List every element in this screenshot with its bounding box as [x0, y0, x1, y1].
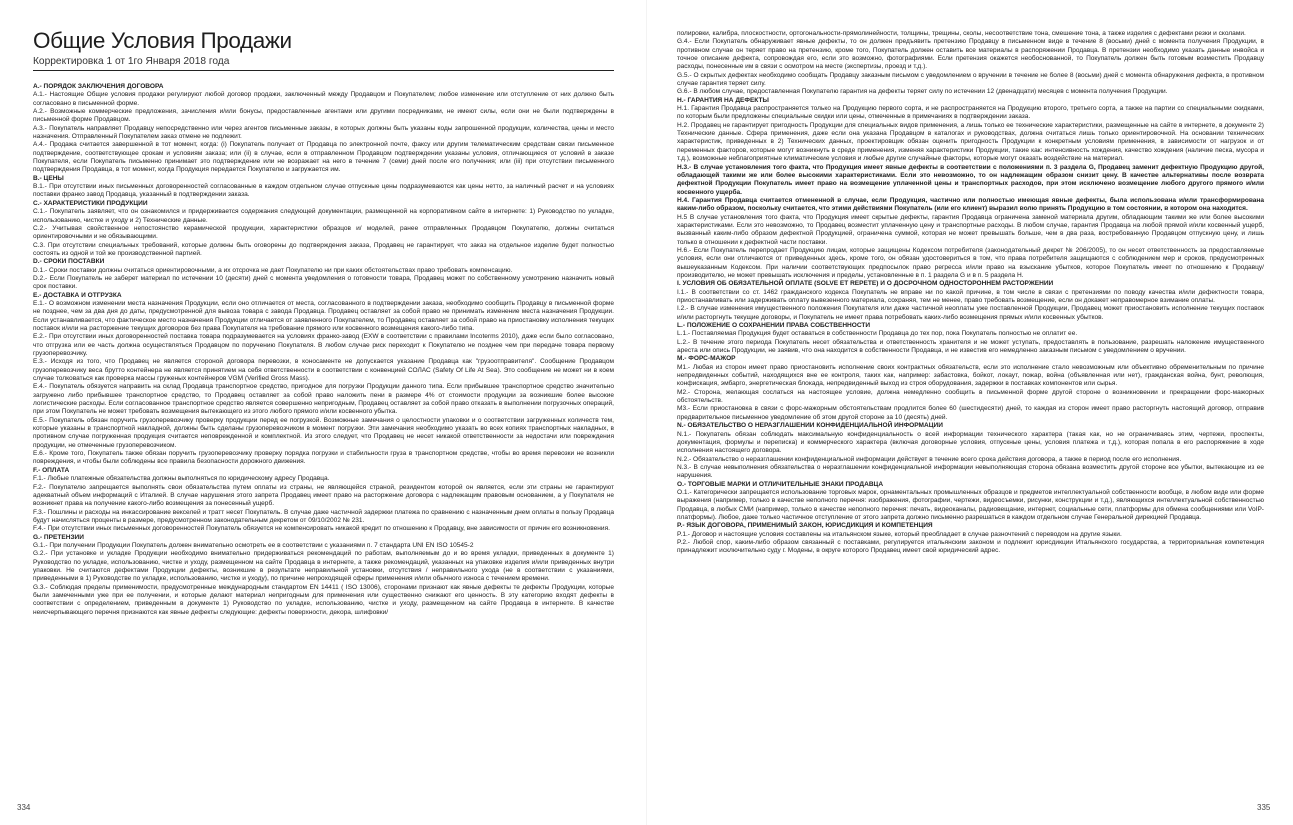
section-heading: A.- ПОРЯДОК ЗАКЛЮЧЕНИЯ ДОГОВОРА [33, 83, 164, 90]
section-heading: H.- ГАРАНТИЯ НА ДЕФЕКТЫ [677, 96, 769, 104]
clause-paragraph: F.4.- При отсутствии иных письменных договоренностей Покупатель обязуется не компенсировать никакой кредит по отношению к Продавцу, вне зависимости от причин его возникновения. [33, 525, 610, 533]
section-heading: F.- ОПЛАТА [33, 466, 70, 474]
clause-paragraph: I.1.- В соответствии со ст. 1462 гражданского кодекса Покупатель не вправе ни по какой причине, в том числе в связи с претензиями по поводу качества и/или дефектности товара, приостанавливать или задерживать оплату вывезенного материала, сохраняя, тем не менее, право требовать возмещение, если он докажет неправомерное взимание оплаты. [677, 288, 1264, 304]
clause-paragraph: E.3.- Исходя из того, что Продавец не является стороной договора перевозки, в коносаменте не допускается указание Продавца как "грузоотправителя". Сообщение Продавцом грузоперевозчику веса брутто контейнера не является принятием на себя ответственности в соответствии с конвенцией СОЛАС (Safety Of Life At Sea). Это сообщение не может ни в коем случае толковаться как проверка массы груженых контейнеров VGM (Verified Gross Mass). [33, 358, 614, 383]
clause-paragraph: B.1.- При отсутствии иных письменных договоренностей согласованные в каждом отдельном случае отпускные цены подразумеваются как цены нетто, за наличный расчет и на условиях поставки франко завод Продавца, указанный в подтверждении заказа. [33, 183, 614, 199]
clause-paragraph: G.6.- В любом случае, предоставленная Покупателю гарантия на дефекты теряет силу по истечении 12 (двенадцати) месяцев с момента получения Продукции. [677, 88, 1168, 96]
section-heading: P.- ЯЗЫК ДОГОВОРА, ПРИМЕНИМЫЙ ЗАКОН, ЮРИСДИКЦИЯ И КОМПЕТЕНЦИЯ [677, 522, 933, 530]
right-page [647, 0, 1293, 825]
clause-paragraph: G.1.- При получении Продукции Покупатель должен внимательно осмотреть ее в соответствии с указаниями п. 7 стандарта UNI EN ISO 10545-2 [33, 541, 474, 549]
clause-paragraph: I.2.- В случае изменения имущественного положения Покупателя или даже частичной неоплаты уже поставленной Продукции, Продавец может приостановить исполнение текущих поставок и/или расторгнуть текущие договоры, и Покупатель не имеет права потребовать каких-либо возмещения прямых и/или косвенных убытков. [677, 305, 1264, 321]
clause-paragraph: E.6.- Кроме того, Покупатель также обязан поручить грузоперевозчику проверку порядка погрузки и стабильности груза в транспортном средстве, чтобы во время перевозки не возникли повреждения, и чтобы были соблюдены все правила безопасности дорожного движения. [33, 450, 614, 466]
section-heading: G.- ПРЕТЕНЗИИ [33, 533, 84, 541]
clause-paragraph: H.1. Гарантия Продавца распространяется только на Продукцию первого сорта, и не распространяется на Продукцию второго, третьего сорта, а также на партии со специальными скидками, по которым были предложены специальные скидки или цены, отмеченные в примечаниях в подтверждении заказа. [677, 105, 1264, 121]
clause-paragraph: E.2.- При отсутствии иных договоренностей поставка товара подразумевается на условиях франко-завод (EXW в соответствии с правилами Incoterms 2010), даже если было согласовано, что отгрузка или ее часть должна осуществляться Продавцом по поручению Покупателя. В любом случае риск переходит к Покупателю не позднее чем при передаче товара первому грузоперевозчику. [33, 333, 614, 357]
clause-paragraph: E.1.- О возможном изменении места назначения Продукции, если оно отличается от места, согласованного в подтверждении заказа, необходимо сообщить Продавцу в письменной форме не позднее, чем за два дня до даты, предусмотренной для вывоза товара с завода Продавца. Продавец оставляет за собой право не принимать изменение места назначения Продукции. Если устанавливается, что фактическое место назначения Продукции отличается от заявленного Покупателем, то Продавец оставляет за собой право на приостановку исполнения текущих поставок и/или на расторжение текущих договоров без права Покупателя на требование прямого или косвенного возмещения какого-либо типа. [33, 299, 614, 332]
section-heading: I. УСЛОВИЯ ОБ ОБЯЗАТЕЛЬНОЙ ОПЛАТЕ (SOLVE ET REPETE) И О ДОСРОЧНОМ ОДНОСТОРОННЕМ РАСТОРЖЕНИИ [677, 280, 1054, 288]
clause-paragraph: F.2.- Покупателю запрещается выполнять свои обязательства путем оплаты из страны, не являющейся страной, резидентом которой он является, если эти страны не гарантируют адекватный объем информаций с Италией. В случае нарушения этого запрета Продавец имеет право на расторжение договора с надлежащим правовым основанием, а у Покупателя не возникнет права на получение какого-либо возмещения за понесенный ущерб. [33, 483, 614, 508]
clause-paragraph: A.3.- Покупатель направляет Продавцу непосредственно или через агентов письменные заказы, в которых должны быть указаны коды запрошенной продукции, количества, цены и место назначения. Отправленный Покупателем заказ отмене не подлежит. [33, 124, 614, 141]
clause-paragraph: C.3. При отсутствии специальных требований, которые должны быть оговорены до подтверждения заказа, Продавец не гарантирует, что заказ на отдельное изделие будет полностью состоять из одной и той же производственной партией. [33, 241, 614, 257]
left-page [0, 0, 646, 825]
clause-paragraph: H.5 В случае установления того факта, что Продукция имеет скрытые дефекты, гарантия Продавца ограничена заменой материала другим, обладающим такими же или более высокими характеристиками. Если это невозможно, то Продавец возместит уплаченную цену и транспортные расходы. В любом случае, гарантия Продавца на любой прямой и/или косвенный ущерб, вызванный каким-либо образом дефектной Продукцией, ограничена суммой, которая не может превышать больше, чем в два раза, востребованную Продавцом отпускную цену, и лишь только в отношении к дефектной части поставки. [677, 213, 1264, 246]
clause-paragraph: O.1.- Категорически запрещается использование торговых марок, орнаментальных промышленных образцов и предметов интеллектуальной собственности вообще, в любом виде или форме выражения (например, только в качестве неполного перечня: изображения, фотографии, чертежи, видеосъемки, рисунки, конструкции и т.д.), являющихся интеллектуальной собственностью Продавца, в любых СМИ (например, только в качестве неполного перечня: печать, видеоканалы, радиовещание, интернет, социальные сети, платформы для обмена сообщениями или VoIP-платформы). Любое, даже только частичное отступление от этого запрета должно письменно разрешаться в каждом отдельном случае Генеральной дирекцией Продавца. [677, 488, 1264, 521]
section-heading: C.- ХАРАКТЕРИСТИКИ ПРОДУКЦИИ [33, 199, 148, 207]
clause-paragraph: полировки, калибра, плоскостности, ортогональности-прямолинейности, толщины, трещины, сколы, несоответствие тона, смешение тона, а также изделия с дефектами резки и сколами. [677, 30, 1246, 37]
clause-paragraph: M3.- Если приостановка в связи с форс-мажорным обстоятельствам продлится более 60 (шестидесяти) дней, то каждая из сторон имеет право расторгнуть настоящий договор, отправив предварительное письменное уведомление об этом другой стороне за 10 (десять) дней. [677, 405, 1264, 421]
section-heading: E.- ДОСТАВКА И ОТГРУЗКА [33, 291, 122, 299]
clause-paragraph: C.2.- Учитывая свойственное непостоянство керамической продукции, характеристики образцов и/ моделей, ранее отправленных Продавцом Покупателю, должны считаться ориентировочными и не обязывающими. [33, 224, 614, 241]
clause-paragraph: G.3.- Соблюдая пределы применимости, предусмотренные международным стандартом EN 14411 ( ISO 13006), сторонами признают как явные дефекты те дефекты Продукции, которые были замеченными уже при ее получении, и которые делают материал непригодным для применения или существенно снижают его ценность. В эту категорию входят дефекты в соответствии с определением, приведенным в документе 1) Руководство по укладке, использованию, чистке и уходу, размещенном на сайте Продавца в интернете. В качестве неисчерпывающего перечня признаются как явные дефекты следующие: дефекты поверхности, декора, шлифовки/ [33, 583, 614, 616]
section-heading: H.3.- В случае установления того факта, что Продукция имеет явные дефекты в соответствии с положениями п. 3 раздела G, Продавец заменит дефектную Продукцию другой, обладающей такими же или более высокими характеристиками. Если это невозможно, то он надлежащим образом снизит цену. В качестве альтернативы после возврата дефектной Продукции Покупатель имеет право на возмещение уплаченной цены и транспортных расходов, при этом исключено возмещение любого другого прямого и/или косвенного ущерба. [677, 163, 1264, 196]
section-heading: D.- СРОКИ ПОСТАВКИ [33, 258, 105, 266]
clause-paragraph: F.3.- Пошлины и расходы на инкассирование векселей и тратт несет Покупатель. В случае даже частичной задержки платежа по сравнению с назначенным днем оплаты в пользу Продавца будут начисляться проценты в размере, предусмотренном законодательным декретом от 09/10/2002 № 231. [33, 508, 614, 524]
clause-paragraph: L.2.- В течение этого периода Покупатель несет обязательства и ответственность хранителя и не может уступать, предоставлять в пользование, разрешать наложение имущественного ареста или опись Продукции, не заявив, что она находится в собственности Продавца, и не известив его немедленно заказным письмом с уведомлением о вручении. [677, 338, 1264, 355]
clause-paragraph: M1.- Любая из сторон имеет право приостановить исполнение своих контрактных обязательств, если это исполнение стало невозможным или объективно обременительным по причине непредвиденных событий, находящихся вне ее контроля, таких как, например: забастовка, бойкот, локаут, пожар, война (объявленная или нет), гражданская война, бунт, революция, конфискация, эмбарго, энергетическая блокада, непредвиденный выход из строя оборудования, задержки в поставках компонентов или сырья. [677, 363, 1264, 388]
page-number-right: 335 [1257, 803, 1271, 812]
clause-paragraph: H.2. Продавец не гарантирует пригодность Продукции для специальных видов применения, а лишь только ее технические характеристики, размещенные на сайте в интернете, в документе 2) Технические данные. Сфера применения, даже если она указана Продавцом в каталогах и руководствах, должна считаться лишь только ориентировочной. На основании технических характеристик, приведенных в 2) Технических данных, проектировщик обязан оценить пригодность Продукции к конкретным условиям применения, в зависимости от нагрузок и от переменных факторов, которые могут возникнуть в среде применения, изменяя характеристики Продукции, такие как: интенсивность хождения, качество хождения (наличие песка, мусора и т.д.), возможные неблагоприятные климатические условия и любые другие случайные факторы, которые могут оказать воздействие на материал. [677, 121, 1264, 163]
right-text-column [677, 30, 1264, 556]
clause-paragraph: P.1.- Договор и настоящие условия составлены на итальянском языке, который преобладает в случае разночтений с переводом на другие языки. [677, 530, 1122, 538]
clause-paragraph: C.1.- Покупатель заявляет, что он ознакомился и придерживается содержания следующей документации, размещенной на корпоративном сайте в интернете: 1) Руководство по укладке, использованию, чистке и уходу и 2) Технические данные. [33, 208, 614, 224]
clause-paragraph: H.6.- Если Покупатель перепродает Продукцию лицам, которые защищены Кодексом потребителя (законодательный декрет № 206/2005), то он несет ответственность за предоставляемые условия, если они отличаются от приведенных здесь, кроме того, он обязан удостовериться в том, что права потребителя защищаются с соблюдением мер и сроков, предусмотренных вышеуказанным Кодексом. При наличии соответствующих предпосылок право регресса и/или право на взыскание убытков, которое Покупатель имеет по отношению к Продавцу/производителю, не может превышать исключения и пределы, установленные в п. 1 раздела G и в п. 5 раздела H. [677, 246, 1264, 279]
clause-paragraph: M2.- Сторона, желающая сослаться на настоящее условие, должна немедленно сообщить в письменной форме другой стороне о возникновении и прекращении форс-мажорных обстоятельств. [677, 388, 1264, 405]
clause-paragraph: E.4.- Покупатель обязуется направить на склад Продавца транспортное средство, пригодное для погрузки Продукции данного типа. Если прибывшее транспортное средство значительно загружено либо прибывшее транспортное средство, то Продавец оставляет за собой право наложить пени в размере 4% от стоимости продукции за возникшие более высокие логистические расходы. Если согласованное транспортное средство является совершенно непригодным, Продавец оставляет за собой право отказать в выполнении погрузочных операций, при этом Покупатель не может требовать возмещения вытекающего из этого любого прямого и/или косвенного убытка. [33, 383, 614, 416]
section-heading: M.- ФОРС-МАЖОР [677, 355, 736, 363]
clause-paragraph: D.1.- Сроки поставки должны считаться ориентировочными, а их отсрочка не дает Покупателю ни при каких обстоятельствах право требовать компенсацию. [33, 266, 513, 274]
page-number-left: 334 [17, 803, 31, 812]
section-heading: O.- ТОРГОВЫЕ МАРКИ И ОТЛИЧИТЕЛЬНЫЕ ЗНАКИ ПРОДАВЦА [677, 480, 884, 488]
title-rule [33, 70, 614, 71]
clause-paragraph: N.2.- Обязательство о неразглашении конфиденциальной информации действует в течение всего срока действия договора, а также в период после его исполнения. [677, 455, 1182, 463]
clause-paragraph: D.2.- Если Покупатель не заберет материал по истечении 10 (десяти) дней с момента уведомления о готовности товара, Продавец может по собственному усмотрению назначить новый срок поставки. [33, 274, 614, 291]
clause-paragraph: A.4.- Продажа считается завершенной в тот момент, когда: (i) Покупатель получает от Продавца по электронной почте, факсу или другим телематическим средствам связи письменное подтверждение, соответствующее срокам и условиям заказа; или (ii) в случае, если в отправленном Продавцом подтверждении указаны условия, отличающиеся от условий в заказе Покупателя, если Покупатель письменно принимает это подтверждение или не возражает на него в течение 7 (семи) дней после его получения; или (iii) при отсутствии письменного подтверждения Продавца, в тот момент, когда Продукция передается Покупателю и загружается им. [33, 141, 614, 174]
clause-paragraph: G.2.- При установке и укладке Продукции необходимо внимательно придерживаться рекомендаций по работам, выполняемым до и во время укладки, приведенных в документе 1) Руководство по укладке, использованию, чистке и уходу, размещенном на сайте Продавца в интернете, а также рекомендаций, указанных на упаковке изделия и/или приведенных внутри упаковки. Не считаются дефектами Продукции дефекты, возникшие в результате неправильной установки, отсутствия / неправильного ухода (не в соответствии с указаниями, приведенными в 1) Руководстве по укладке, использованию, чистке и уходу), по причине непроходящей сферы применения и/или обычного износа с течением времени. [33, 550, 614, 583]
clause-paragraph: N.3.- В случае невыполнения обязательства о неразглашении конфиденциальной информации невыполняющая сторона обязана возместить другой стороне все убытки, вытекающие из ее нарушения. [677, 463, 1264, 480]
section-heading: B.- ЦЕНЫ [33, 174, 64, 182]
document-title: Общие Условия Продажи [33, 28, 292, 53]
clause-paragraph: A.1.- Настоящие Общие условия продажи регулируют любой договор продажи, заключенный между Продавцом и Покупателем; любое изменение или отступление от них должно быть согласовано в письменной форме. [33, 91, 614, 107]
clause-paragraph: F.1.- Любые платежные обязательства должны выполняться по юридическому адресу Продавца. [33, 475, 330, 483]
section-heading: H.4. Гарантия Продавца считается отмененной в случае, если Продукция, частично или полностью имеющая явные дефекты, была использована и/или трансформирована каким-либо образом, поскольку считается, что этими действиями Покупатель (или его клиент) выразил волю принять Продукцию в том состоянии, в котором она находится. [677, 196, 1264, 213]
clause-paragraph: E.5.- Покупатель обязан поручить грузоперевозчику проверку продукции перед ее погрузкой. Возможные замечания о целостности упаковки и о соответствии загруженных количеств тем, которые указаны в транспортной накладной, должны быть сделаны грузоперевозчиком в момент погрузки. Эти замечания необходимо указать во всех копиях транспортных накладных, в противном случае погруженная продукция считается неповрежденной и комплектной. Из этого следует, что Продавец не несет никакой ответственности за недостачи или повреждения продукции, не отмеченные грузоперевозчиком. [33, 416, 614, 449]
clause-paragraph: A.2.- Возможные коммерческие предложения, зачисления и/или бонусы, предоставленные агентами или другими посредниками, не имеют силы, если они не были подтверждены в письменной форме Продавцом. [33, 108, 614, 124]
section-heading: N.- ОБЯЗАТЕЛЬСТВО О НЕРАЗГЛАШЕНИИ КОНФИДЕНЦИАЛЬНОЙ ИНФОРМАЦИИ [677, 422, 943, 430]
left-text-column [33, 83, 614, 617]
clause-paragraph: N.1.- Покупатель обязан соблюдать максимальную конфиденциальность о всей информации технического характера (такая как, но не ограничиваясь этим, чертежи, проспекты, документация, формулы и переписка) и коммерческого характера (включая договорные условия, отпускные цены, условия платежа и т.д.), которая попала в его распоряжение в ходе исполнения настоящего договора. [677, 430, 1264, 455]
section-heading: L.- ПОЛОЖЕНИЕ О СОХРАНЕНИИ ПРАВА СОБСТВЕННОСТИ [677, 322, 871, 330]
clause-paragraph: G.5.- О скрытых дефектах необходимо сообщать Продавцу заказным письмом с уведомлением о вручении в течение не более 8 (восьми) дней с момента обнаружения дефекта, в противном случае гарантия теряет силу. [677, 71, 1264, 88]
clause-paragraph: L.1.- Поставляемая Продукция будет оставаться в собственности Продавца до тех пор, пока Покупатель полностью не оплатит ее. [677, 330, 1078, 338]
clause-paragraph: P.2.- Любой спор, каким-либо образом связанный с поставками, регулируется итальянским законом и подлежит юрисдикции Итальянского государства, а территориальная компетенция принадлежит исключительно суду г. Модены, в округе которого Продавец имеет свой юридический адрес. [677, 538, 1264, 555]
clause-paragraph: G.4.- Если Покупатель обнаруживает явные дефекты, то он должен предъявить претензию Продавцу в письменном виде в течение 8 (восьми) дней с момента получения Продукции, в противном случае он теряет право на претензию, кроме того, Покупатель должен оставить все материалы в распоряжении Продавца. В претензии необходимо указать данные инвойса и точное описание дефекта, сопровождая его, если это возможно, фотографиями. Если претензия окажется необоснованной, то Покупатель должен быть готовым возместить Продавцу расходы, понесенные им в связи с осмотром на месте (экспертизы, проезд и т.д.). [677, 38, 1264, 71]
document-subtitle: Корректировка 1 от 1го Января 2018 года [33, 56, 230, 67]
